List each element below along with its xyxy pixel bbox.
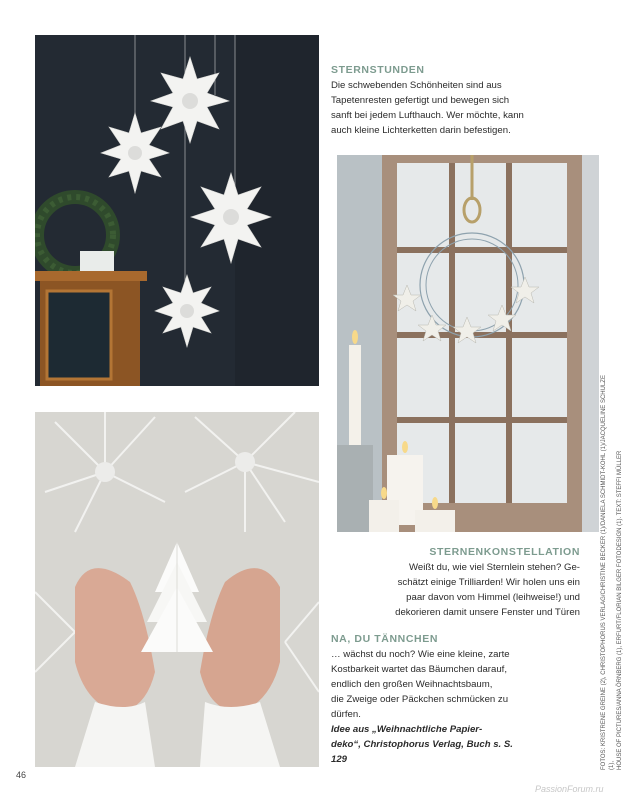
section-sternenkonstellation [340,545,580,620]
section-body: Die schwebenden Schönheiten sind aus Tapetenresten gefertigt und bewegen sich sanft bei jedem Lufthauch. Wer möchte, kann auch kleine Lichterketten darin befestigen. [331,80,524,136]
hands-paper-tree-photo [35,412,319,767]
window-candles-wreath-photo [337,155,599,532]
section-body: Weißt du, wie viel Sternlein stehen? Ge- schätzt einige Trilliarden! Wir holen uns ein paar davon vom Himmel (leihweise!) und dekorieren damit unsere Fenster und Türen [395,562,580,618]
section-heading: NA, DU TÄNNCHEN [331,633,438,645]
book-source-note: Idee aus „Weihnachtliche Papier- deko“, Christophorus Verlag, Buch s. S. 129 [331,724,513,765]
photo-credits: FOTOS: KRISTRENE GREINE (2), CHRISTOPHORUS VERLAG/CHRISTINE BECKER (1)/DANIELA SCHMIDT-KOHL (1)/JACQUELINE SCHULZE (1), HOUSE OF PICTURES/ANNA ÖRNBERG (1), ERFURT/FLORIAN BILGER FOTODESIGN (1). TEXT: STEFFI MÜLLER [601,375,623,770]
page-number: 46 [16,770,27,780]
watermark: PassionForum.ru [535,784,604,794]
section-body: … wächst du noch? Wie eine kleine, zarte Kostbarkeit wartet das Bäumchen darauf, endlich den großen Weihnachtsbaum, die Zweige oder Päckchen schmücken zu dürfen. [331,649,510,720]
section-sternstunden [331,63,536,138]
section-heading: STERNENKONSTELLATION [429,546,580,558]
section-heading: STERNSTUNDEN [331,64,425,76]
section-taennchen [331,632,531,767]
paper-star-ornaments-photo [35,35,319,386]
